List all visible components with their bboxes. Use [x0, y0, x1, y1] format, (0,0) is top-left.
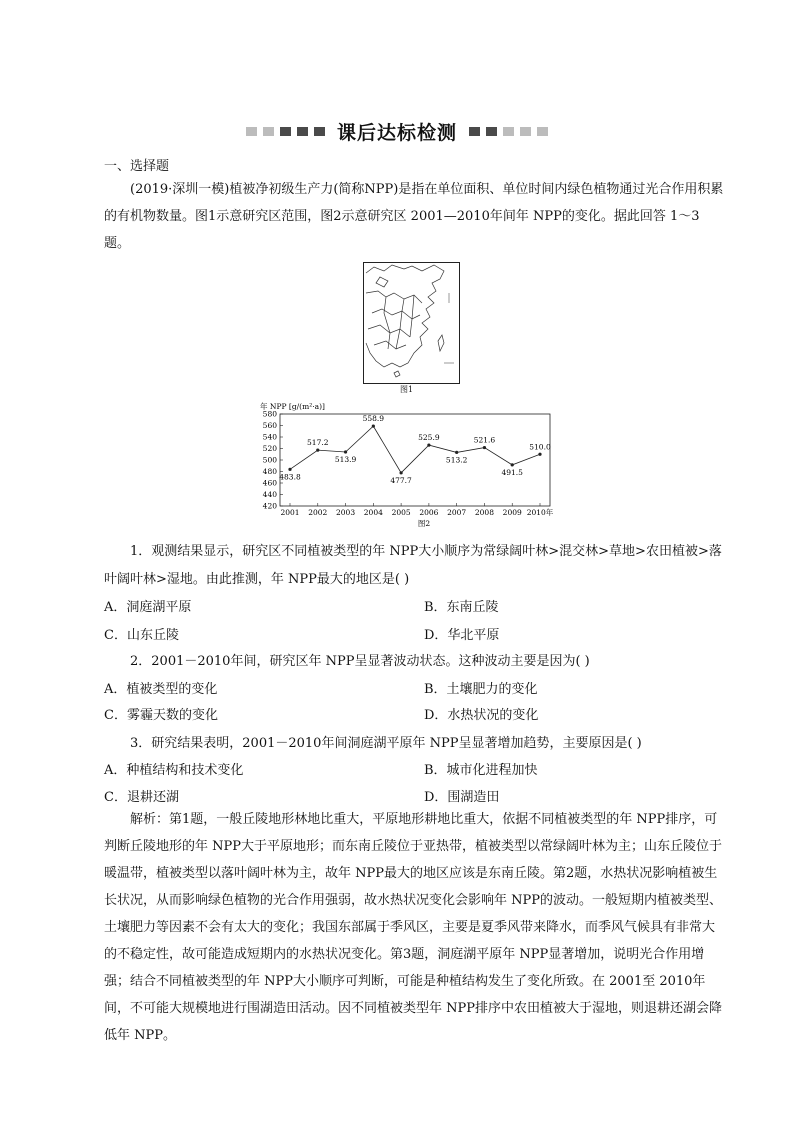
- question-2-option-b: B．土壤肥力的变化: [424, 682, 538, 697]
- decor-square-icon: [537, 127, 548, 136]
- decor-square-icon: [246, 127, 257, 136]
- intro-paragraph: (2019·深圳一模)植被净初级生产力(简称NPP)是指在单位面积、单位时间内绿色植物通过光合作用积累的有机物数量。图1示意研究区范围，图2示意研究区 2001—2010年间年 NPP的变化。据此回答 1～3题。: [104, 182, 724, 251]
- analysis-paragraph: 解析：第1题，一般丘陵地形林地比重大，平原地形耕地比重大，依据不同植被类型的年 NPP排序，可判断丘陵地形的年 NPP大于平原地形；而东南丘陵位于亚热带，植被类型以常绿阔叶林为主；山东丘陵位于暖温带，植被类型以落叶阔叶林为主，故年 NPP最大的地区应该是东南丘陵。第2题，水热状况影响植被生长状况，从而影响绿色植物的光合作用强弱，故水热状况变化会影响年 NPP的波动。一般短期内植被类型、土壤肥力等因素不会有太大的变化；我国东部属于季风区，主要是夏季风带来降水，而季风气候具有非常大的不稳定性，故可能造成短期内的水热状况变化。第3题，洞庭湖平原年 NPP显著增加，说明光合作用增强；结合不同植被类型的年 NPP大小顺序可判断，可能是种植结构发生了变化所致。在 2001至 2010年间，不可能大规模地进行围湖造田活动。因不同植被类型年 NPP排序中农田植被大于湿地，则退耕还湖会降低年 NPP。: [104, 812, 723, 1043]
- x-tick-label: 2005: [391, 508, 411, 517]
- npp-data-point: [316, 449, 319, 452]
- npp-data-label: 483.8: [279, 472, 301, 482]
- question-3-option-b: B．城市化进程加快: [424, 763, 538, 778]
- question-1-option-a: A．洞庭湖平原: [104, 600, 192, 615]
- decor-square-icon: [314, 127, 325, 136]
- npp-data-label: 513.9: [334, 455, 357, 465]
- x-tick-label: 2003: [336, 508, 356, 517]
- x-tick-label: 2007: [447, 508, 467, 517]
- question-3-option-d: D．围湖造田: [424, 790, 500, 805]
- x-tick-label: 2002: [308, 508, 328, 517]
- y-tick-label: 520: [262, 444, 277, 453]
- question-1-option-d: D．华北平原: [424, 628, 500, 643]
- decor-square-icon: [469, 127, 480, 136]
- figure-1-map: [363, 262, 460, 384]
- npp-data-label: 517.2: [307, 438, 329, 448]
- question-1-option-b: B．东南丘陵: [424, 600, 499, 615]
- x-tick-label: 2006: [419, 508, 439, 517]
- x-tick-label: 2010年: [526, 508, 554, 517]
- page-title: 课后达标检测: [336, 122, 457, 144]
- y-tick-label: 560: [262, 421, 277, 430]
- x-tick-label: 2008: [474, 508, 494, 517]
- x-tick-label: 2009: [502, 508, 522, 517]
- question-3-option-c: C．退耕还湖: [104, 790, 179, 805]
- question-2-option-a: A．植被类型的变化: [104, 682, 218, 697]
- y-tick-label: 440: [262, 490, 277, 499]
- y-tick-label: 480: [262, 467, 277, 476]
- question-2-option-d: D．水热状况的变化: [424, 708, 539, 723]
- npp-data-point: [538, 453, 541, 456]
- npp-data-point: [483, 446, 486, 449]
- npp-data-label: 521.6: [473, 435, 496, 445]
- question-1-stem-line1: 1．观测结果显示，研究区不同植被类型的年 NPP大小顺序为常绿阔叶林>混交林>草地>农田植被>落: [130, 544, 722, 559]
- npp-series-line: [290, 426, 540, 473]
- npp-data-point: [400, 471, 403, 474]
- npp-data-point: [372, 425, 375, 428]
- x-tick-label: 2001: [280, 508, 300, 517]
- npp-data-label: 513.2: [445, 455, 468, 465]
- decor-square-icon: [520, 127, 531, 136]
- chart-caption: 图2: [417, 519, 431, 528]
- chart-plot-area: [280, 414, 550, 506]
- npp-data-point: [288, 468, 291, 471]
- figure-1-caption: 图1: [400, 385, 414, 394]
- npp-data-point: [427, 444, 430, 447]
- npp-data-label: 525.9: [418, 433, 440, 443]
- map-outline-icon: [364, 263, 459, 383]
- title-bar: [0, 118, 794, 146]
- decor-square-icon: [263, 127, 274, 136]
- question-2-stem: 2．2001－2010年间，研究区年 NPP呈显著波动状态。这种波动主要是因为( ): [130, 654, 590, 669]
- npp-data-label: 510.0: [529, 442, 551, 452]
- npp-data-label: 558.9: [362, 414, 385, 424]
- y-tick-label: 540: [262, 432, 277, 442]
- decor-square-icon: [503, 127, 514, 136]
- question-1-option-c: C．山东丘陵: [104, 628, 179, 643]
- npp-data-label: 477.7: [390, 475, 412, 485]
- x-tick-label: 2004: [363, 508, 383, 517]
- npp-data-point: [344, 450, 347, 453]
- decor-square-icon: [297, 127, 308, 136]
- decor-square-icon: [280, 127, 291, 136]
- decor-square-icon: [486, 127, 497, 136]
- question-3-stem: 3．研究结果表明，2001－2010年间洞庭湖平原年 NPP呈显著增加趋势，主要原因是( ): [130, 736, 642, 751]
- chart-y-axis-label: 年 NPP [g/(m²·a)]: [260, 402, 325, 411]
- figure-2-chart: [254, 398, 554, 528]
- npp-data-point: [455, 451, 458, 454]
- npp-data-point: [511, 463, 514, 466]
- question-1-stem-line2: 叶阔叶林>湿地。由此推测，年 NPP最大的地区是( ): [104, 572, 410, 587]
- question-2-option-c: C．雾霾天数的变化: [104, 708, 218, 723]
- section-heading: 一、选择题: [104, 159, 170, 174]
- y-tick-label: 500: [262, 455, 277, 465]
- question-3-option-a: A．种植结构和技术变化: [104, 763, 244, 778]
- y-tick-label: 460: [262, 478, 277, 488]
- npp-data-label: 491.5: [501, 467, 523, 477]
- y-tick-label: 580: [262, 409, 277, 419]
- y-tick-label: 420: [262, 501, 277, 511]
